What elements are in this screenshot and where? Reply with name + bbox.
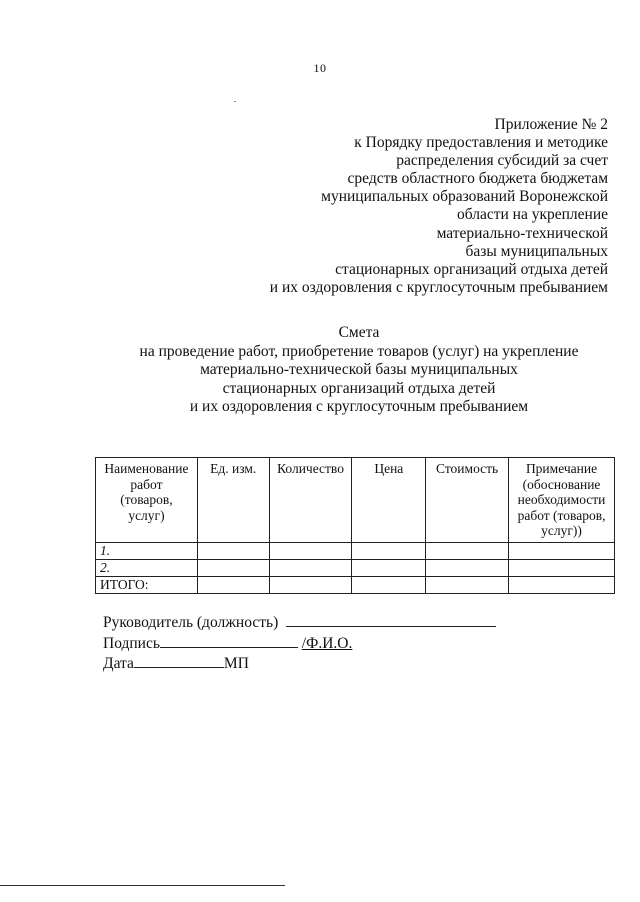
table-row — [96, 542, 615, 559]
header-name-line: услуг) — [128, 507, 165, 523]
appendix-line: распределения субсидий за счет — [396, 152, 608, 170]
table-cell — [269, 576, 352, 593]
table-total-row — [96, 576, 615, 593]
date-field[interactable] — [134, 653, 224, 668]
header-notes-line: работ (товаров, — [517, 507, 606, 523]
row-label-total: ИТОГО: — [96, 576, 198, 593]
table-cell — [509, 576, 615, 593]
appendix-line: стационарных организаций отдыха детей — [335, 260, 608, 278]
head-label: Руководитель (должность) — [103, 614, 279, 631]
appendix-line: базы муниципальных — [465, 242, 608, 260]
page-number: 10 — [313, 61, 327, 75]
table-cell — [197, 542, 269, 559]
header-name-line: работ — [130, 476, 163, 492]
header-unit: Ед. изм. — [197, 458, 269, 543]
signature-label: Подпись — [103, 634, 160, 652]
table-header-row — [96, 458, 615, 543]
heading-line: стационарных организаций отдыха детей — [222, 379, 496, 397]
header-name-line: (товаров, — [120, 492, 173, 508]
header-notes-line: необходимости — [517, 492, 606, 508]
table-cell — [352, 542, 426, 559]
header-price: Цена — [352, 458, 426, 543]
table-cell — [426, 576, 509, 593]
appendix-line: к Порядку предоставления и методике — [354, 134, 608, 152]
estimate-table — [95, 457, 615, 594]
appendix-line: и их оздоровления с круглосуточным пребыванием — [269, 278, 608, 296]
header-notes-line: услуг)) — [541, 523, 582, 539]
table-cell — [197, 576, 269, 593]
signature-field[interactable] — [160, 633, 298, 648]
fio-label: /Ф.И.О. — [301, 634, 353, 652]
date-line — [103, 653, 496, 674]
header-quantity: Количество — [269, 458, 352, 543]
appendix-line: муниципальных образований Воронежской — [321, 188, 608, 206]
footer-rule — [0, 885, 285, 886]
signature-line — [103, 633, 496, 654]
table-row — [96, 559, 615, 576]
table-cell — [352, 559, 426, 576]
header-notes-line: Примечание — [525, 461, 598, 476]
appendix-line: области на укрепление — [456, 206, 608, 224]
heading-line: и их оздоровления с круглосуточным пребыванием — [189, 398, 529, 416]
table-cell — [197, 559, 269, 576]
document-heading — [0, 324, 640, 417]
table-cell — [426, 542, 509, 559]
appendix-line: средств областного бюджета бюджетам — [347, 170, 608, 188]
scan-speck — [234, 101, 236, 102]
appendix-line: Приложение № 2 — [494, 116, 608, 133]
table-cell — [509, 542, 615, 559]
table-cell — [352, 576, 426, 593]
appendix-line: материально-технической — [436, 224, 608, 242]
heading-line: материально-технической базы муниципальных — [200, 361, 518, 379]
table-cell — [426, 559, 509, 576]
table-cell — [509, 559, 615, 576]
head-position-field[interactable] — [286, 612, 496, 627]
header-notes — [509, 458, 615, 543]
header-notes-line: (обоснование — [522, 476, 601, 492]
signature-block — [103, 612, 496, 674]
row-label: 1. — [96, 542, 198, 559]
appendix-block — [188, 116, 608, 297]
table-cell — [269, 542, 352, 559]
row-label: 2. — [96, 559, 198, 576]
heading-line: на проведение работ, приобретение товаров (услуг) на укрепление — [139, 342, 579, 360]
document-title: Смета — [338, 324, 380, 341]
table-cell — [269, 559, 352, 576]
date-label: Дата — [103, 655, 134, 672]
header-name-line: Наименование — [104, 461, 189, 476]
header-name — [96, 458, 198, 543]
head-line — [103, 612, 496, 633]
stamp-label: МП — [223, 655, 249, 672]
header-cost: Стоимость — [426, 458, 509, 543]
